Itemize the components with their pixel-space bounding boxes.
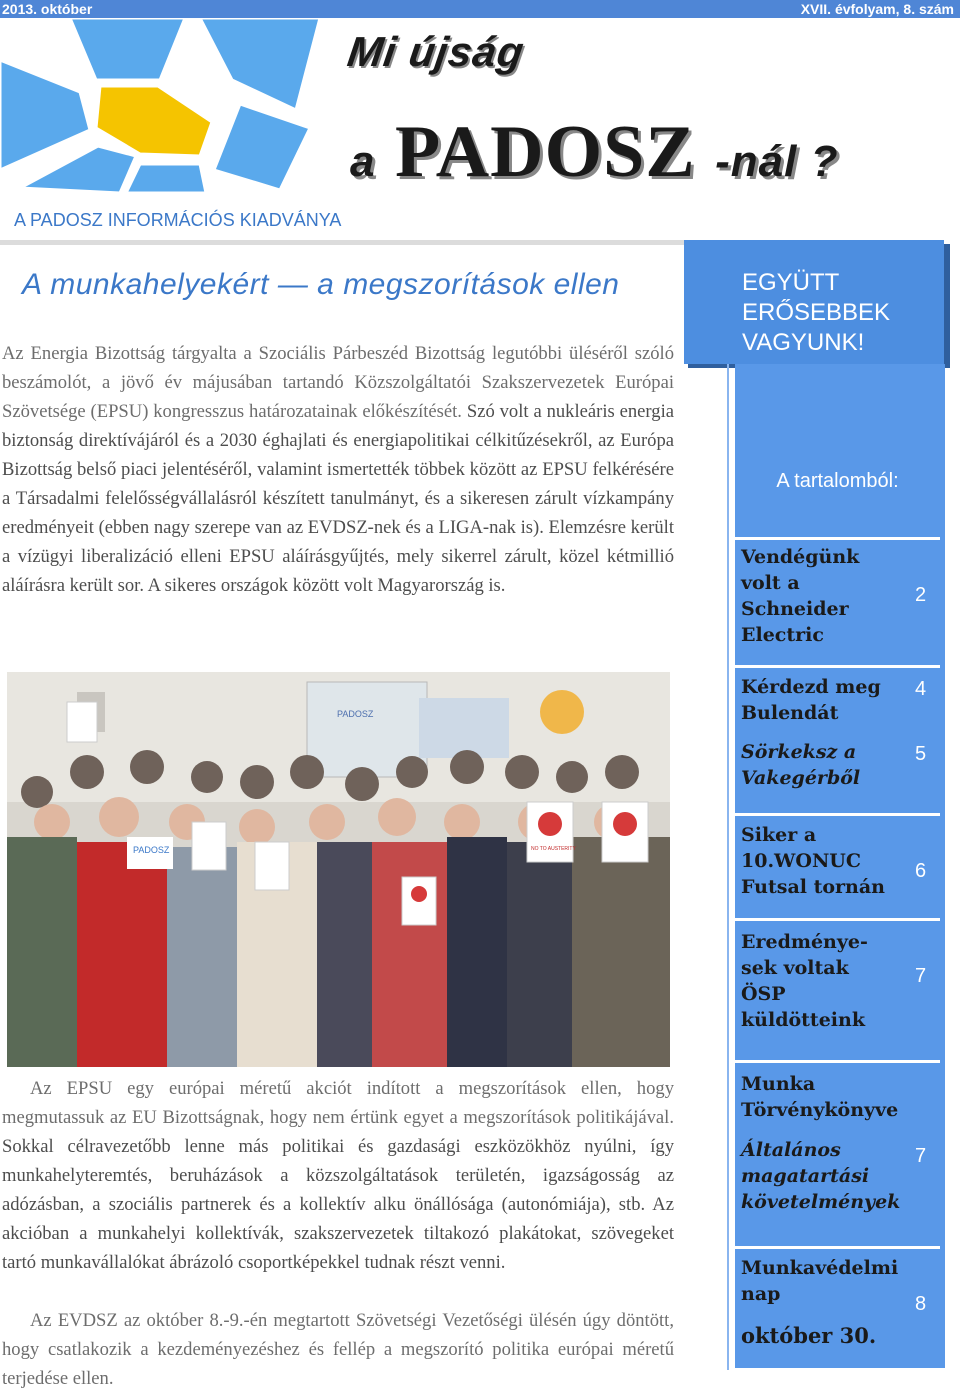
masthead-title-line2 [350,110,838,195]
logo-petal [70,18,185,80]
issue-number: XVII. évfolyam, 8. szám [800,1,954,17]
article-paragraph-2 [2,1074,674,1277]
toc-item-page: 2 [915,584,927,606]
logo-center [96,86,212,156]
toc-item-page: 6 [915,860,927,882]
toc-item[interactable] [735,1060,940,1249]
protest-sign-text: NO TO AUSTERITY [531,846,576,852]
padosz-logo [0,18,340,193]
masthead-main: PADOSZ [394,111,696,193]
slogan-line: VAGYUNK! [742,329,865,356]
masthead-title-line1: Mi újság [344,28,528,75]
paragraph-1-continued: Szó volt a nukleáris energia biztonság direktívájáról és a 2030 éghajlati és energiapolitikai célkitűzésekről, az Európa Bizottság belső piaci jelentéséről, valamint ismertették többek között az EPSU felkérésére a Társadalmi felelősségvállalásról készített tanulmányt, és a sikeresen zárult vízkampány eredményeit (ebben nagy szerepe van az EVDSZ-nek és a LIGA-nak is). Elemzésre került a vízügyi liberalizáció elleni EPSU aláírásgyűjtés, mely sikerrel zárult, közel kétmillió aláírásra került sor. A sikeres országok között volt Magyarország is. [2,401,674,596]
toc-item[interactable] [735,918,940,1063]
toc-item-title: Munkavédelmi nap [741,1257,899,1305]
logo-petal [200,18,320,110]
toc-item-page: 5 [915,743,927,765]
slogan [742,268,890,358]
toc-item[interactable] [735,1246,940,1371]
toc-item-page: 4 [915,678,927,700]
logo-petal [126,164,206,193]
toc-item-title: Siker a 10.WONUC Futsal tornán [741,824,885,898]
article-paragraph-3 [2,1306,674,1393]
article-paragraph-1 [2,339,674,600]
article-headline: A munkahelyekért — a megszorítások ellen [22,268,620,301]
toc-item-title: Vendégünk volt a Schneider Electric [741,546,860,646]
header-divider [0,240,686,245]
top-bar [0,0,960,18]
toc-item[interactable] [735,537,940,668]
toc-item-page: 7 [915,1145,927,1167]
toc-item[interactable] [735,665,940,736]
contents-title: A tartalomból: [776,470,899,492]
toc-item-title: Sörkeksz a Vakegérből [741,741,861,789]
paragraph-2-lead: Az EPSU egy európai méretű akciót indított a megszorítások ellen, hogy megmutassuk az EU Bizottságnak, hogy nem értünk egyet a megszorítások politikájával. [2,1078,674,1128]
toc-item-page: 8 [915,1293,927,1315]
wall-poster-text: PADOSZ [337,709,374,719]
logo-petal [0,60,90,170]
toc-item-subtitle: Általános magatartási követelmények [741,1139,901,1213]
sidebar-rule [727,364,729,1370]
logo-petal [214,104,310,190]
toc-item[interactable] [735,733,940,813]
photo-banner-text: PADOSZ [133,845,170,855]
toc-item-subtitle: október 30. [741,1323,877,1348]
paragraph-1-lead: Az Energia Bizottság tárgyalta a Szociális Párbeszéd Bizottság legutóbbi üléséről szóló beszámolót, a jövő év májusában tartandó Közszolgáltatói Szakszervezetek Európai Szövetsége (EPSU) kongresszus határozatainak előkészítését. [2,343,674,422]
toc-item-title: Kérdezd meg Bulendát [741,676,881,724]
slogan-line: ERŐSEBBEK [742,299,891,326]
masthead-prefix: a [350,137,376,186]
issue-date: 2013. október [2,1,93,17]
toc-item-title: Munka Törvénykönyve [741,1073,899,1121]
paragraph-2-continued: Sokkal célravezetőbb lenne más politikai és gazdasági eszközökhöz nyúlni, így munkahelyteremtés, beruházások a közszolgáltatások területén, igazságosság az adózásban, a szociális partnerek és a kollektív alku önállósága (autonómiája), stb. Az akcióban a munkahelyi kollektívák, szakszervezetek tiltakozó plakátokat, szövegeket tartó munkavállalókat ábrázoló csoportképekkel tudnak részt venni. [2,1136,674,1273]
slogan-line: EGYÜTT [742,269,840,296]
publication-subtitle: A PADOSZ INFORMÁCIÓS KIADVÁNYA [14,210,342,230]
toc-item-page: 7 [915,965,927,987]
group-photo [7,672,670,1067]
paragraph-3-text: Az EVDSZ az október 8.-9.-én megtartott Szövetségi Vezetőségi ülésén úgy döntött, hogy csatlakozik a kezdeményezéshez és fellép a megszorító politika európai méretű terjedése ellen. [2,1310,674,1389]
masthead-suffix: -nál ? [715,137,839,186]
toc-item[interactable] [735,813,940,921]
toc-item-title: Eredménye-sek voltak ÖSP küldötteink [741,931,868,1031]
